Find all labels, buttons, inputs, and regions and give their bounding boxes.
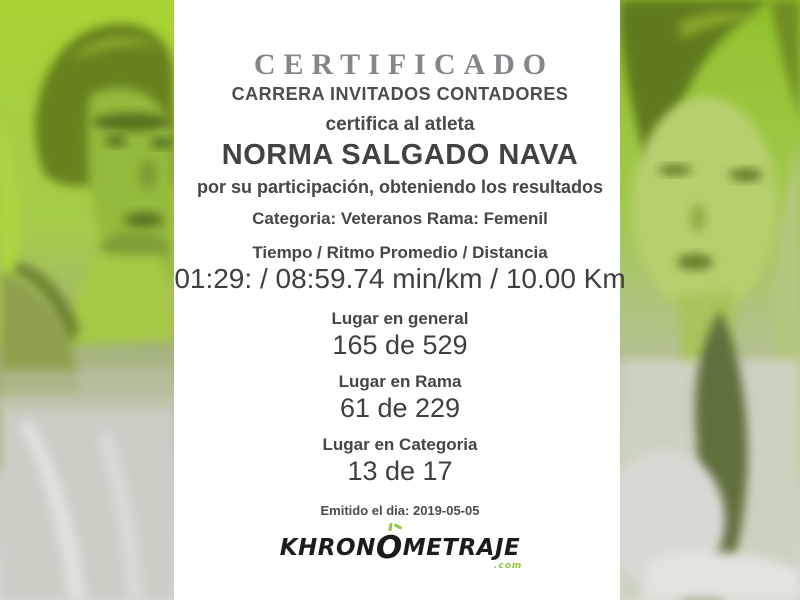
certifies-label: certifica al atleta	[325, 114, 475, 135]
rama-place-label: Lugar en Rama	[338, 372, 462, 391]
category-rama-line: Categoria: Veteranos Rama: Femenil	[252, 209, 548, 228]
logo-text-right: METRAJE	[402, 535, 521, 561]
participation-text: por su participación, obteniendo los resultados	[196, 177, 604, 197]
logo-text-left: KHRON	[279, 535, 376, 561]
logo-wordmark	[279, 530, 523, 571]
logo-stopwatch-o	[375, 530, 403, 566]
overall-place-label: Lugar en general	[331, 309, 469, 328]
athlete-name: NORMA SALGADO NAVA	[221, 139, 579, 171]
metrics-value: 01:29: / 08:59.74 min/km / 10.00 Km	[174, 263, 626, 294]
rama-place-value: 61 de 229	[339, 393, 461, 423]
issued-date: Emitido el dia: 2019-05-05	[320, 503, 480, 518]
event-name: CARRERA INVITADOS CONTADORES	[231, 84, 569, 104]
certificate-title: CERTIFICADO	[253, 48, 555, 81]
logo-domain: .com	[493, 561, 523, 571]
logo-o-letter: O	[375, 530, 403, 566]
metrics-label: Tiempo / Ritmo Promedio / Distancia	[252, 243, 548, 262]
category-place-label: Lugar en Categoria	[322, 435, 478, 454]
category-place-value: 13 de 17	[347, 456, 453, 486]
khronometraje-logo	[0, 530, 800, 571]
overall-place-value: 165 de 529	[332, 330, 468, 360]
